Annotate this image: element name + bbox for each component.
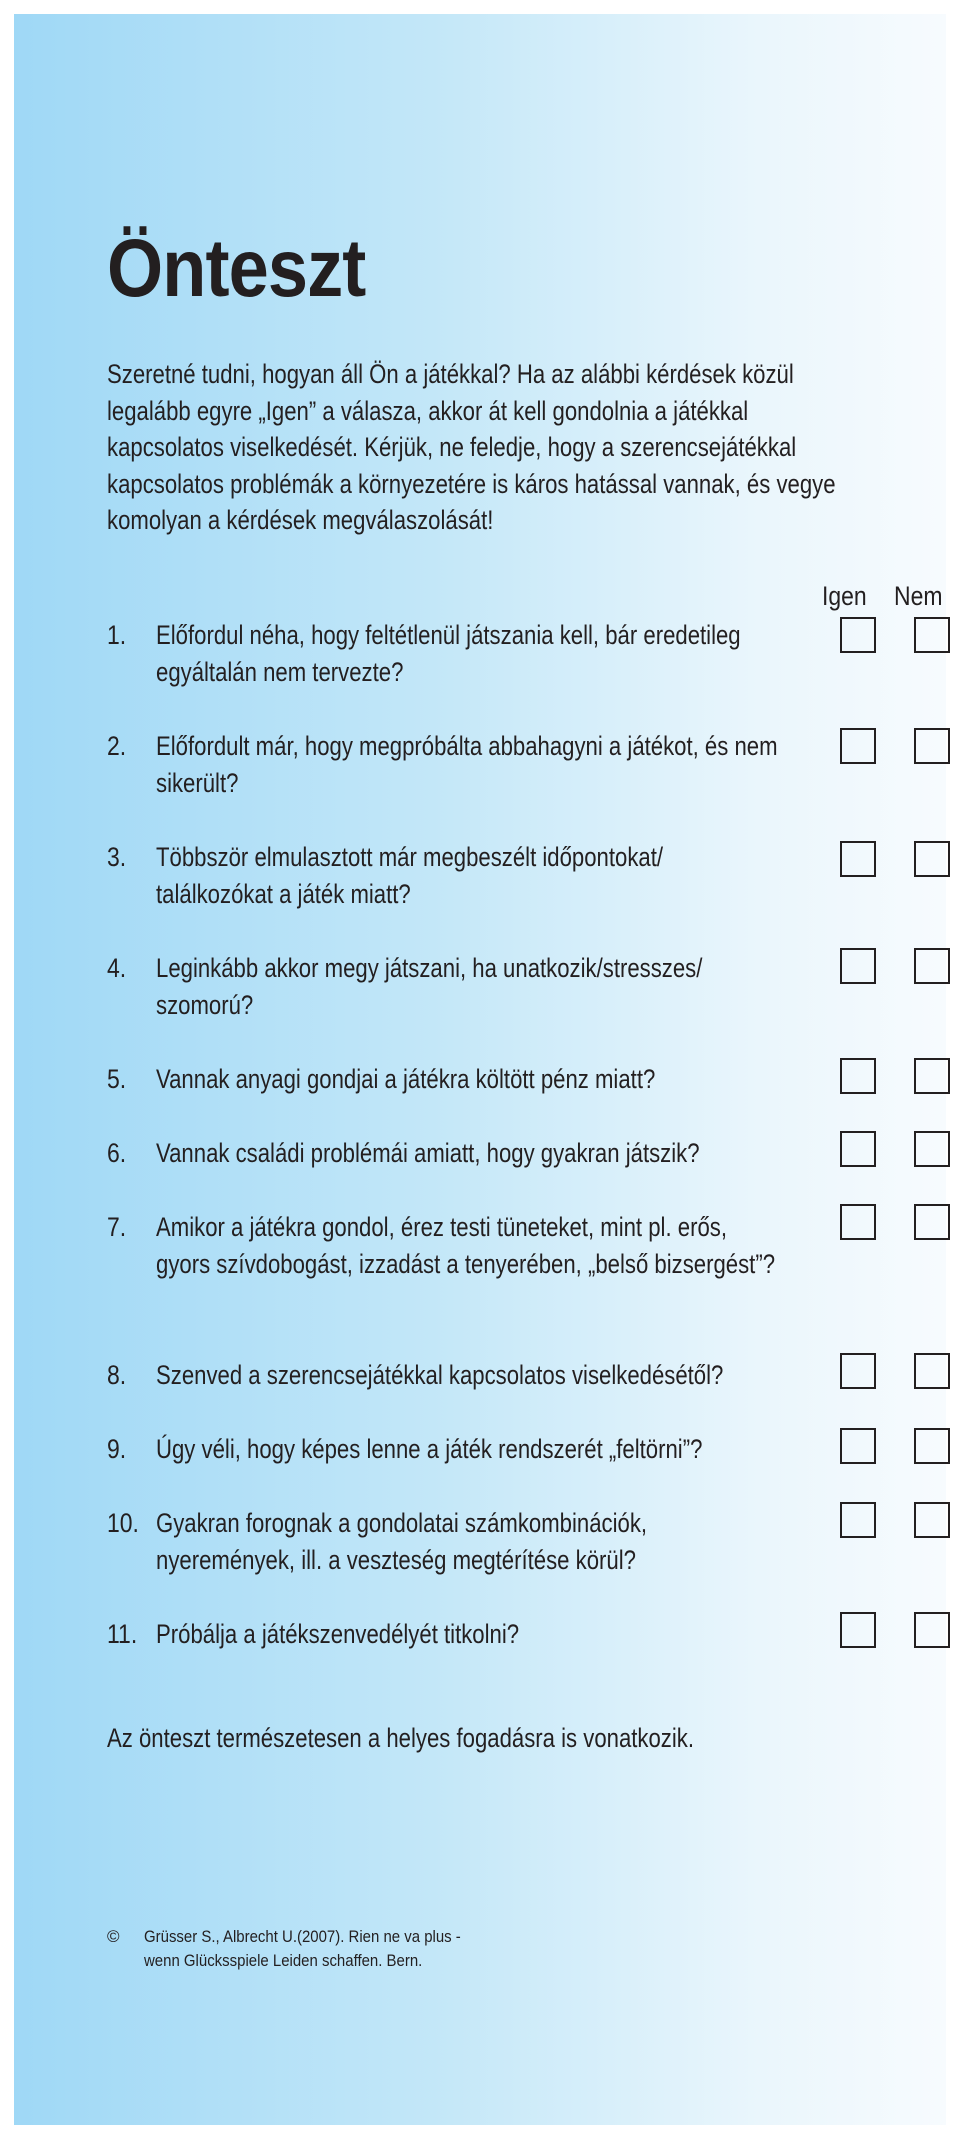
igen-checkbox-1[interactable]: [840, 617, 876, 653]
nem-checkbox-10[interactable]: [914, 1502, 950, 1538]
igen-checkbox-4[interactable]: [840, 948, 876, 984]
nem-checkbox-3[interactable]: [914, 841, 950, 877]
nem-checkbox-11[interactable]: [914, 1612, 950, 1648]
igen-checkbox-8[interactable]: [840, 1353, 876, 1389]
question-number: 5.: [107, 1064, 127, 1094]
igen-checkbox-6[interactable]: [840, 1131, 876, 1167]
question-number: 1.: [107, 620, 127, 650]
nem-checkbox-2[interactable]: [914, 728, 950, 764]
question-text: Többször elmulasztott már megbeszélt időpontokat/ találkozókat a játék miatt?: [156, 842, 664, 909]
question-text: Leginkább akkor megy játszani, ha unatkozik/stresszes/ szomorú?: [156, 953, 703, 1020]
igen-checkbox-9[interactable]: [840, 1428, 876, 1464]
nem-checkbox-6[interactable]: [914, 1131, 950, 1167]
question-text: Szenved a szerencsejátékkal kapcsolatos viselkedésétől?: [156, 1360, 724, 1390]
citation: [144, 1925, 584, 1973]
nem-checkbox-8[interactable]: [914, 1353, 950, 1389]
question-text: Vannak anyagi gondjai a játékra költött pénz miatt?: [156, 1064, 656, 1094]
question-text: Előfordult már, hogy megpróbálta abbahagyni a játékot, és nem sikerült?: [156, 731, 778, 798]
igen-checkbox-5[interactable]: [840, 1058, 876, 1094]
intro-paragraph: Szeretné tudni, hogyan áll Ön a játékkal? Ha az alábbi kérdések közül legalább egyre „Igen” a válasza, akkor át kell gondolnia a játékkal kapcsolatos viselkedését. Kérjük, ne feledje, hogy a szerencsejátékkal kapcsolatos problémák a környezetére is káros hatással vannak, és vegye komolyan a kérdések megválaszolását!: [107, 359, 836, 535]
citation-line-1: Grüsser S., Albrecht U.(2007). Rien ne va plus -: [144, 1927, 461, 1946]
column-header-nem: Nem: [894, 581, 943, 611]
nem-checkbox-9[interactable]: [914, 1428, 950, 1464]
nem-checkbox-7[interactable]: [914, 1204, 950, 1240]
question-number: 8.: [107, 1360, 127, 1390]
question-text: Úgy véli, hogy képes lenne a játék rendszerét „feltörni”?: [156, 1434, 703, 1464]
nem-checkbox-4[interactable]: [914, 948, 950, 984]
question-number: 9.: [107, 1434, 127, 1464]
question-number: 2.: [107, 731, 127, 761]
question-number: 11.: [107, 1619, 138, 1649]
citation-line-2: wenn Glücksspiele Leiden schaffen. Bern.: [144, 1951, 423, 1970]
question-number: 7.: [107, 1212, 127, 1242]
copyright-symbol: ©: [107, 1927, 120, 1946]
page-title: Önteszt: [107, 223, 366, 314]
igen-checkbox-3[interactable]: [840, 841, 876, 877]
question-text: Vannak családi problémái amiatt, hogy gyakran játszik?: [156, 1138, 700, 1168]
footer-note: Az önteszt természetesen a helyes fogadásra is vonatkozik.: [107, 1723, 695, 1753]
question-number: 3.: [107, 842, 127, 872]
column-header-igen: Igen: [822, 581, 867, 611]
igen-checkbox-11[interactable]: [840, 1612, 876, 1648]
question-number: 10.: [107, 1508, 139, 1538]
question-text: Előfordul néha, hogy feltétlenül játszania kell, bár eredetileg egyáltalán nem tervezte?: [156, 620, 741, 687]
igen-checkbox-10[interactable]: [840, 1502, 876, 1538]
igen-checkbox-2[interactable]: [840, 728, 876, 764]
question-number: 4.: [107, 953, 127, 983]
question-text: Amikor a játékra gondol, érez testi tüneteket, mint pl. erős, gyors szívdobogást, izzadást a tenyerében, „belső bizsergést”?: [156, 1212, 776, 1279]
igen-checkbox-7[interactable]: [840, 1204, 876, 1240]
question-text: Gyakran forognak a gondolatai számkombinációk, nyeremények, ill. a veszteség megtérítése körül?: [156, 1508, 648, 1575]
question-number: 6.: [107, 1138, 127, 1168]
nem-checkbox-1[interactable]: [914, 617, 950, 653]
nem-checkbox-5[interactable]: [914, 1058, 950, 1094]
question-text: Próbálja a játékszenvedélyét titkolni?: [156, 1619, 520, 1649]
